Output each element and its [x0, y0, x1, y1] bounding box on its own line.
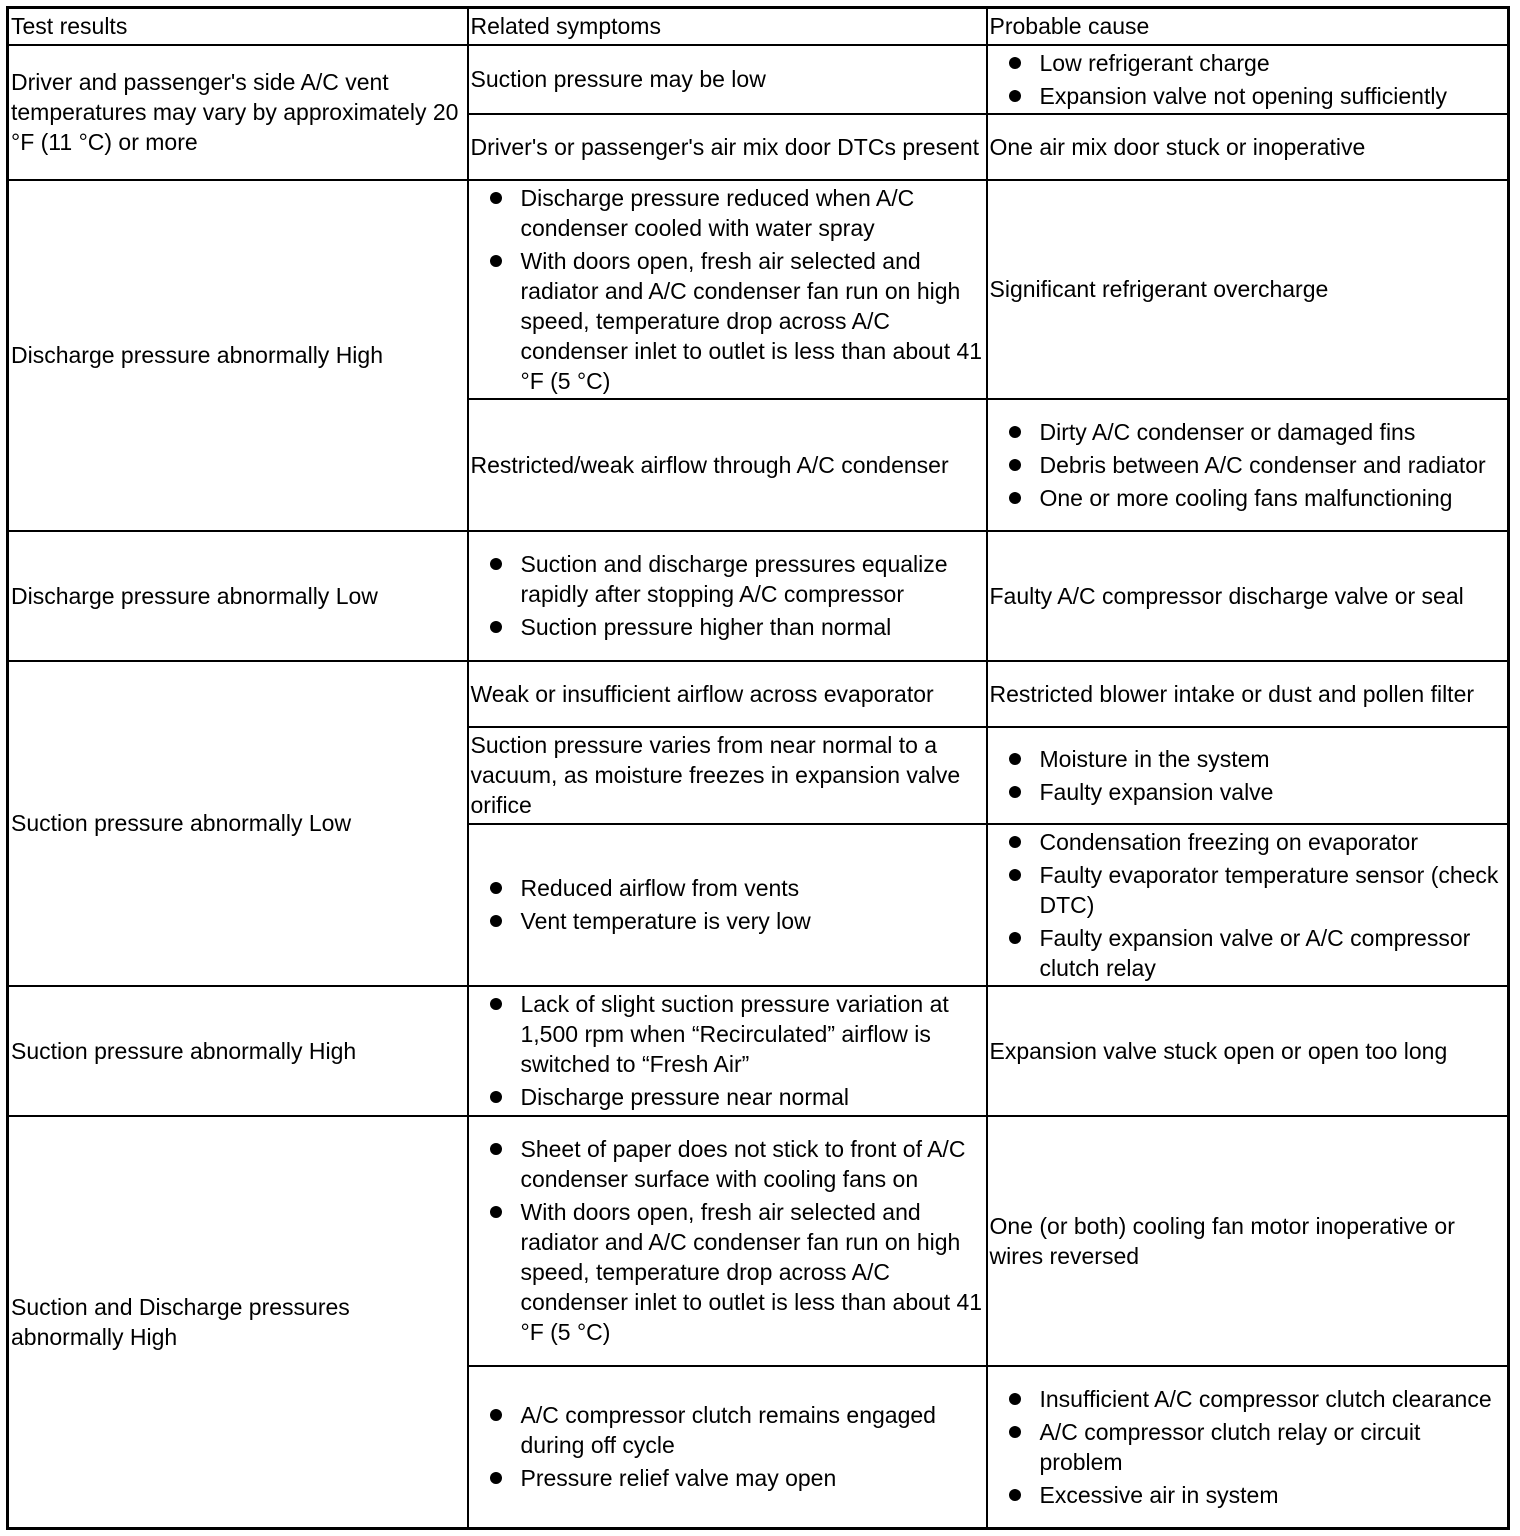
- bullet-item: Faulty expansion valve: [990, 777, 1505, 807]
- bullet-item: Debris between A/C condenser and radiator: [990, 450, 1505, 480]
- bullet-item: With doors open, fresh air selected and radiator and A/C condenser fan run on high speed, temperature drop across A/C condenser inlet to outlet is less than about 41 °F (5 °C): [471, 1197, 983, 1347]
- bullet-item: Pressure relief valve may open: [471, 1463, 983, 1493]
- bullet-item: Suction pressure higher than normal: [471, 612, 983, 642]
- bullet-item: Low refrigerant charge: [990, 48, 1505, 78]
- header-probable-cause: Probable cause: [987, 8, 1509, 45]
- bullet-list: [990, 1384, 1505, 1510]
- bullet-item: A/C compressor clutch relay or circuit problem: [990, 1417, 1505, 1477]
- cause-cell: [987, 399, 1509, 531]
- symptom-cell: Driver's or passenger's air mix door DTCs present: [468, 114, 987, 180]
- cause-cell: Restricted blower intake or dust and pollen filter: [987, 661, 1509, 727]
- cause-cell: Significant refrigerant overcharge: [987, 180, 1509, 399]
- table-row: [8, 180, 1509, 399]
- bullet-item: Condensation freezing on evaporator: [990, 827, 1505, 857]
- bullet-item: Moisture in the system: [990, 744, 1505, 774]
- symptom-cell: [468, 1116, 987, 1366]
- bullet-item: Dirty A/C condenser or damaged fins: [990, 417, 1505, 447]
- bullet-item: Faulty expansion valve or A/C compressor clutch relay: [990, 923, 1505, 983]
- bullet-item: Reduced airflow from vents: [471, 873, 983, 903]
- test-result-cell: Suction and Discharge pressures abnormally High: [8, 1116, 468, 1529]
- cause-cell: [987, 824, 1509, 986]
- symptom-cell: Restricted/weak airflow through A/C condenser: [468, 399, 987, 531]
- symptom-cell: Suction pressure may be low: [468, 45, 987, 114]
- test-result-cell: Driver and passenger's side A/C vent temperatures may vary by approximately 20 °F (11 °C) or more: [8, 45, 468, 180]
- bullet-list: [471, 1400, 983, 1493]
- cause-cell: Faulty A/C compressor discharge valve or seal: [987, 531, 1509, 661]
- cause-cell: [987, 45, 1509, 114]
- symptom-cell: Weak or insufficient airflow across evaporator: [468, 661, 987, 727]
- symptom-cell: [468, 986, 987, 1116]
- test-result-cell: Suction pressure abnormally Low: [8, 661, 468, 986]
- bullet-list: [990, 827, 1505, 983]
- bullet-list: [471, 1134, 983, 1347]
- diagnosis-table: [6, 6, 1510, 1530]
- bullet-item: Discharge pressure reduced when A/C condenser cooled with water spray: [471, 183, 983, 243]
- bullet-item: Lack of slight suction pressure variation at 1,500 rpm when “Recirculated” airflow is switched to “Fresh Air”: [471, 989, 983, 1079]
- test-result-cell: Discharge pressure abnormally Low: [8, 531, 468, 661]
- cause-cell: [987, 727, 1509, 824]
- header-row: [8, 8, 1509, 45]
- symptom-cell: [468, 180, 987, 399]
- bullet-item: Expansion valve not opening sufficiently: [990, 81, 1505, 111]
- bullet-item: Faulty evaporator temperature sensor (check DTC): [990, 860, 1505, 920]
- bullet-item: Sheet of paper does not stick to front of A/C condenser surface with cooling fans on: [471, 1134, 983, 1194]
- table-row: [8, 661, 1509, 727]
- cause-cell: [987, 1366, 1509, 1529]
- bullet-list: [990, 417, 1505, 513]
- bullet-item: Suction and discharge pressures equalize rapidly after stopping A/C compressor: [471, 549, 983, 609]
- header-test-results: Test results: [8, 8, 468, 45]
- table-row: [8, 986, 1509, 1116]
- test-result-cell: Suction pressure abnormally High: [8, 986, 468, 1116]
- bullet-item: Excessive air in system: [990, 1480, 1505, 1510]
- cause-cell: One (or both) cooling fan motor inoperative or wires reversed: [987, 1116, 1509, 1366]
- table-row: [8, 531, 1509, 661]
- bullet-item: With doors open, fresh air selected and radiator and A/C condenser fan run on high speed, temperature drop across A/C condenser inlet to outlet is less than about 41 °F (5 °C): [471, 246, 983, 396]
- bullet-item: A/C compressor clutch remains engaged during off cycle: [471, 1400, 983, 1460]
- bullet-list: [471, 183, 983, 396]
- bullet-item: Vent temperature is very low: [471, 906, 983, 936]
- bullet-item: One or more cooling fans malfunctioning: [990, 483, 1505, 513]
- symptom-cell: Suction pressure varies from near normal to a vacuum, as moisture freezes in expansion valve orifice: [468, 727, 987, 824]
- symptom-cell: [468, 824, 987, 986]
- bullet-item: Insufficient A/C compressor clutch clearance: [990, 1384, 1505, 1414]
- table-row: [8, 1116, 1509, 1366]
- bullet-list: [990, 48, 1505, 111]
- cause-cell: One air mix door stuck or inoperative: [987, 114, 1509, 180]
- test-result-cell: Discharge pressure abnormally High: [8, 180, 468, 531]
- bullet-list: [471, 873, 983, 936]
- bullet-item: Discharge pressure near normal: [471, 1082, 983, 1112]
- header-related-symptoms: Related symptoms: [468, 8, 987, 45]
- bullet-list: [471, 549, 983, 642]
- bullet-list: [990, 744, 1505, 807]
- bullet-list: [471, 989, 983, 1112]
- symptom-cell: [468, 531, 987, 661]
- symptom-cell: [468, 1366, 987, 1529]
- cause-cell: Expansion valve stuck open or open too long: [987, 986, 1509, 1116]
- table-row: [8, 45, 1509, 114]
